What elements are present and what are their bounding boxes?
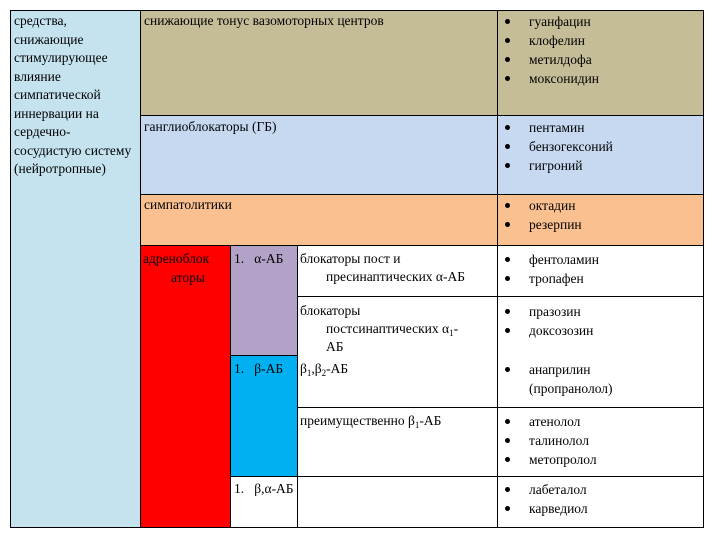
drug-item: празозин	[503, 302, 593, 321]
betaalpha-label: 1. β,α-АБ	[234, 481, 294, 496]
beta1-sub: 1	[414, 420, 420, 430]
alpha-pre-line2: пресинаптических α-АБ	[326, 269, 465, 284]
alpha-pre-drug-list	[503, 250, 599, 288]
drug-item: метилдофа	[503, 50, 599, 69]
adreno-label-part2: аторы	[171, 270, 205, 285]
drug-item: талинолол	[503, 431, 597, 450]
drug-item: бензогексоний	[503, 137, 613, 156]
betaalpha-drug-list	[503, 480, 588, 518]
drug-item: клофелин	[503, 31, 599, 50]
alpha1-line2-prefix: постсинаптических α	[326, 321, 450, 336]
drug-item: доксозозин	[503, 321, 593, 340]
left-column-label: средства, снижающие стимулирующее влияние симпатической иннервации на сердечно-сосудистую систему (нейротропные)	[14, 13, 132, 176]
alpha1-line2	[326, 320, 458, 339]
beta1-suffix: -АБ	[419, 413, 442, 428]
vasomotor-divider	[497, 10, 498, 116]
vasomotor-label: снижающие тонус вазомоторных центров	[144, 13, 384, 28]
alpha1-drug-list	[503, 302, 593, 340]
drug-item: тропафен	[503, 269, 599, 288]
alpha-pre-line1: блокаторы пост и	[300, 251, 401, 266]
drug-item-continuation: (пропранолол)	[529, 381, 613, 396]
drug-item: анаприлин	[503, 360, 613, 379]
beta12-sub1: 1	[306, 368, 312, 378]
alpha1-line1: блокаторы	[300, 303, 361, 318]
drug-item: гуанфацин	[503, 12, 599, 31]
beta12-sub2: 2	[321, 368, 327, 378]
drug-item: октадин	[503, 196, 582, 215]
adreno-label-part1: адреноблок	[143, 251, 210, 266]
ganglio-divider	[497, 115, 498, 195]
drug-item: пентамин	[503, 118, 613, 137]
alpha-label: 1. α-АБ	[234, 251, 284, 266]
drug-item: атенолол	[503, 412, 597, 431]
ganglio-label: ганглиоблокаторы (ГБ)	[144, 119, 277, 134]
alpha-pre-divider	[497, 245, 498, 297]
beta12-suffix: -АБ	[326, 361, 349, 376]
drug-item: моксонидин	[503, 69, 599, 88]
betaalpha-row	[297, 476, 704, 528]
beta1-divider	[497, 407, 498, 477]
beta12-b1: β	[300, 361, 307, 376]
alpha1-line2-sub: 1	[449, 328, 454, 338]
drug-item: гигроний	[503, 156, 613, 175]
beta1-drug-list	[503, 412, 597, 469]
betaalpha-divider	[497, 476, 498, 528]
alpha1-line3: АБ	[326, 339, 344, 354]
beta1-label	[300, 412, 441, 431]
beta-label: 1. β-АБ	[234, 361, 284, 376]
alpha1-line2-suffix: -	[453, 321, 459, 336]
drug-item: лабеталол	[503, 480, 588, 499]
drug-item: метопролол	[503, 450, 597, 469]
vasomotor-drug-list	[503, 12, 599, 88]
sympatho-drug-list	[503, 196, 582, 234]
drug-item: резерпин	[503, 215, 582, 234]
sympatho-divider	[497, 194, 498, 246]
drug-item: карведиол	[503, 499, 588, 518]
beta12-drug-list	[503, 360, 613, 398]
sympatho-label: симпатолитики	[144, 197, 232, 212]
beta12-label	[300, 360, 348, 379]
alpha1-beta12-divider	[497, 296, 498, 408]
beta1-prefix: преимущественно β	[300, 413, 415, 428]
ganglio-drug-list	[503, 118, 613, 175]
beta12-mid: ,β	[311, 361, 322, 376]
drug-item: фентоламин	[503, 250, 599, 269]
